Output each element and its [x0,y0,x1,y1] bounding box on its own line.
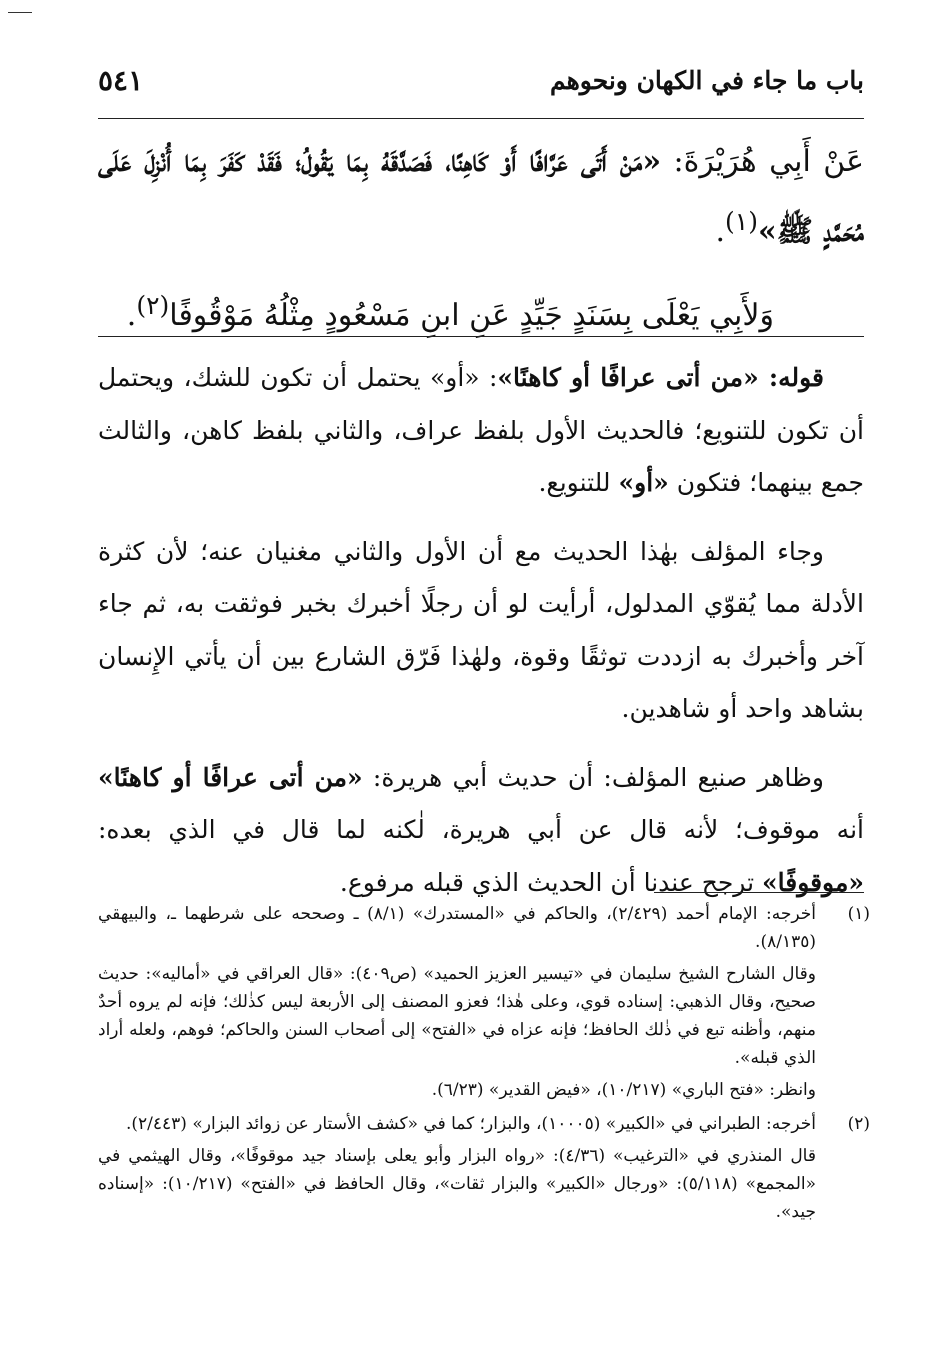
footnote-number: (١) [847,904,870,924]
commentary-label: قوله: [768,363,824,392]
commentary-text: وظاهر صنيع المؤلف: أن حديث أبي هريرة: [362,762,824,792]
footnote-paragraph: وقال الشارح الشيخ سليمان في «تيسير العزيز الحميد» (ص٤٠٩): «قال العراقي في «أماليه»: حديث صحيح، وقال الذهبي: إسناده قوي، وعلى هٰذا؛ فعزو المصنف إلى الأربعة ليس كذٰلك؛ فإنه لم يروه أحدٌ منهم، وأظنه تبع في ذٰلك الحافظ؛ فإنه عزاه في «الفتح» إلى أصحاب السنن والحاكم؛ فوهم، ولعله أراد الذي قبله». [98,964,816,1068]
commentary-text: أنه موقوف؛ لأنه قال عن أبي هريرة، لٰكنه لما قال في الذي بعده: [98,815,864,844]
hadith-line-2-end: . [126,298,137,333]
footnote-2 [98,1110,870,1226]
commentary-text: للتنويع. [538,468,619,497]
commentary [98,352,864,925]
hadith-text [98,132,864,346]
commentary-bold: «من أتى عرافًا أو كاهنًا» [98,762,363,792]
footnote-number: (٢) [847,1114,870,1134]
commentary-paragraph-2: وجاء المؤلف بهٰذا الحديث مع أن الأول والثاني مغنيان عنه؛ لأن كثرة الأدلة مما يُقوّي المدلول، أرأيت لو أن رجلًا أخبرك بخبر فوثقت به، ثم جاء آخر وأخبرك به ازددت توثقًا وقوة، ولهٰذا فَرّق الشارع بين أن يأتي الإِنسان بشاهد واحد أو شاهدين. [98,536,864,723]
hadith-second-narration: وَلأَبِي يَعْلَى بِسَنَدٍ جَيِّدٍ عَنِ ابنِ مَسْعُودٍ مِثْلُهُ مَوْقُوفًا [169,298,774,333]
commentary-bold: «أو» [618,468,669,497]
hadith-narrator: عَنْ أَبِي هُرَيْرَةَ: [661,144,865,179]
hadith-line-1 [98,132,864,262]
commentary-quote: «من أتى عرافًا أو كاهنًا» [497,363,769,392]
page-header [98,56,864,116]
footnote-divider [654,892,864,893]
footnote-ref-1: (١) [725,207,758,236]
footnote-paragraph: قال المنذري في «الترغيب» (٤/٣٦): «رواه البزار وأبو يعلى بإسناد جيد موقوفًا»، وقال الهيثمي في «المجمع» (٥/١١٨): «ورجال «الكبير» والبزار ثقات»، وقال الحافظ في «الفتح» (١٠/٢١٧): «إسناده جيد». [98,1146,817,1222]
commentary-bold: «موقوفًا» [762,867,864,897]
commentary-text: ترجح عندنا أن الحديث الذي قبله مرفوع. [339,867,762,897]
page-number: ٥٤١ [98,64,144,97]
hadith-quote: «مَنْ أَتَى عَرَّافًا أَوْ كَاهِنًا، فَصَدَّقَهُ بِمَا يَقُولُ؛ فَقَدْ كَفَرَ بِمَا أُنْزِلَ عَلَى مُحَمَّدٍ ﷺ» [98,144,864,249]
footnote-paragraph: أخرجه: الإمام أحمد (٢/٤٢٩)، والحاكم في «المستدرك» (٨/١) ـ وصححه على شرطهما ـ، والبيهقي (٨/١٣٥). [98,904,816,952]
scan-mark [8,12,32,13]
header-divider [98,118,864,119]
commentary-paragraph-3 [98,752,864,910]
commentary-text: : «أو» يحتمل أن تكون للشك، ويحتمل أن تكون للتنويع؛ فالحديث الأول بلفظ عراف، والثاني بلفظ كاهن، والثالث جمع بينهما؛ فتكون [98,363,864,497]
chapter-title: باب ما جاء في الكهان ونحوهم [549,66,864,95]
footnote-paragraph: أخرجه: الطبراني في «الكبير» (١٠٠٠٥)، والبزار؛ كما في «كشف الأستار عن زوائد البزار» (٢/٤٤٣). [125,1114,816,1134]
footnote-1 [98,900,870,1104]
hadith-line-1-end: . [715,214,726,249]
footnote-ref-2: (٢) [136,291,170,320]
commentary-paragraph-1 [98,352,864,510]
footnote-paragraph: وانظر: «فتح الباري» (١٠/٢١٧)، «فيض القدير» (٦/٢٣). [431,1080,816,1100]
footnotes [98,900,870,1232]
section-divider [98,336,864,337]
